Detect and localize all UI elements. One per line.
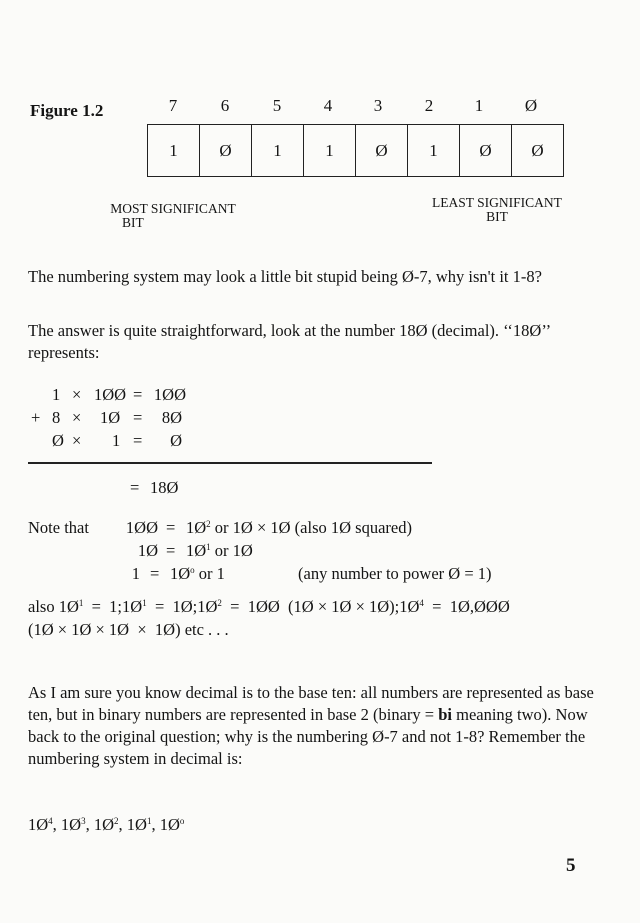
sum-digit: 8 [52,408,61,427]
msb-caption [98,202,248,230]
powers-exponent: 4 [48,816,53,826]
bit-cell: 1 [408,125,460,176]
note-rest: or 1Ø × 1Ø (also 1Ø squared) [210,518,412,537]
lsb-caption [420,196,574,224]
powers-text: , 1Ø [151,815,180,834]
bit-cell: Ø [200,125,252,176]
also-exponent: 1 [78,598,84,608]
note-lhs: 1Ø [137,541,158,560]
note-exponent: 1 [206,542,211,552]
paragraph-text: meaning two). Now back to the original question; why is the numbering Ø-7 and not 1-8? Remember the numbering system in decimal is: [28,705,588,768]
note-base: 1Ø [186,541,207,560]
sum-place: 1 [112,431,121,450]
powers-exponent: 1 [146,816,152,826]
bit-cell: Ø [356,125,408,176]
paragraph [28,682,613,770]
sum-op: + [31,408,41,427]
bit-box [147,124,564,177]
note-rest: or 1 [194,564,225,583]
paragraph-bold: bi [438,705,452,724]
note-rhs [186,541,253,561]
bit-position-label: 1 [474,96,484,115]
bit-cell: 1 [304,125,356,176]
powers-text: , 1Ø [52,815,82,834]
bit-position-label: 3 [373,96,383,115]
bit-cell: 1 [148,125,200,176]
msb-caption-line: BIT [122,215,144,230]
paragraph: The numbering system may look a little bit stupid being Ø-7, why isn't it 1-8? [28,267,542,286]
also-text: = 1Ø;1Ø [146,597,218,616]
note-aside: (any number to power Ø = 1) [298,564,492,583]
bit-cell: Ø [460,125,512,176]
note-rhs [170,564,225,584]
note-rhs [186,518,412,538]
sum-place: 1Ø [100,408,121,427]
sum-times: × [72,431,82,450]
also-text: = 1Ø,ØØØ [423,597,510,616]
bit-position-label: Ø [524,96,538,115]
sum-total: 18Ø [150,478,179,497]
powers-text: , 1Ø [85,815,115,834]
sum-rule [28,462,432,464]
sum-total-equals: = [130,478,140,497]
bit-cell: Ø [531,140,544,160]
powers-exponent: o [179,816,185,826]
page-number: 5 [566,855,576,876]
sum-digit: Ø [52,431,64,450]
also-text: = 1ØØ (1Ø × 1Ø × 1Ø);1Ø [221,597,420,616]
sum-result: 1ØØ [153,385,186,404]
sum-digit: 1 [52,385,61,404]
note-base: 1Ø [170,564,191,583]
sum-result: 8Ø [161,408,182,427]
powers-exponent: 2 [114,816,119,826]
also-text: = 1;1Ø [83,597,143,616]
also-line-2: (1Ø × 1Ø × 1Ø × 1Ø) etc . . . [28,620,229,639]
also-exponent: 1 [142,598,147,608]
bit-cell: 1 [252,125,304,176]
note-exponent: 2 [206,519,211,529]
paragraph-text: As I am sure you know decimal is to the base ten: all numbers are represented as base ten, but in binary numbers are represented in base 2 (binary = [28,683,594,724]
figure-title: Figure 1.2 [30,101,104,120]
sum-equals: = [133,431,143,450]
sum-times: × [72,385,82,404]
bit-position-label: 5 [272,96,282,115]
also-exponent: 4 [419,598,424,608]
sum-times: × [72,408,82,427]
sum-result: Ø [170,431,182,450]
note-base: 1Ø [186,518,207,537]
lsb-caption-line: LEAST SIGNIFICANT [432,195,562,210]
sum-equals: = [133,408,143,427]
bit-position-label: 7 [168,96,178,115]
note-equals: = [166,541,176,560]
also-exponent: 2 [217,598,222,608]
note-intro: Note that [28,518,89,537]
sum-place: 1ØØ [94,385,127,404]
bit-position-label: 4 [323,96,333,115]
powers-line [28,815,184,835]
sum-equals: = [133,385,143,404]
powers-text: , 1Ø [118,815,147,834]
note-lhs: 1ØØ [125,518,158,537]
also-text: also 1Ø [28,597,79,616]
bit-position-label: 6 [220,96,230,115]
paragraph: The answer is quite straightforward, look at the number 18Ø (decimal). ‘‘18Ø’’ represents: [28,321,550,362]
note-equals: = [166,518,176,537]
lsb-caption-line: BIT [486,209,508,224]
powers-exponent: 3 [81,816,86,826]
note-rest: or 1Ø [210,541,253,560]
bit-position-label: 2 [424,96,434,115]
note-equals: = [150,564,160,583]
note-lhs: 1 [131,564,140,583]
msb-caption-line: MOST SIGNIFICANT [110,201,236,216]
note-exponent: o [190,565,195,575]
also-line [28,597,510,617]
powers-text: 1Ø [28,815,49,834]
